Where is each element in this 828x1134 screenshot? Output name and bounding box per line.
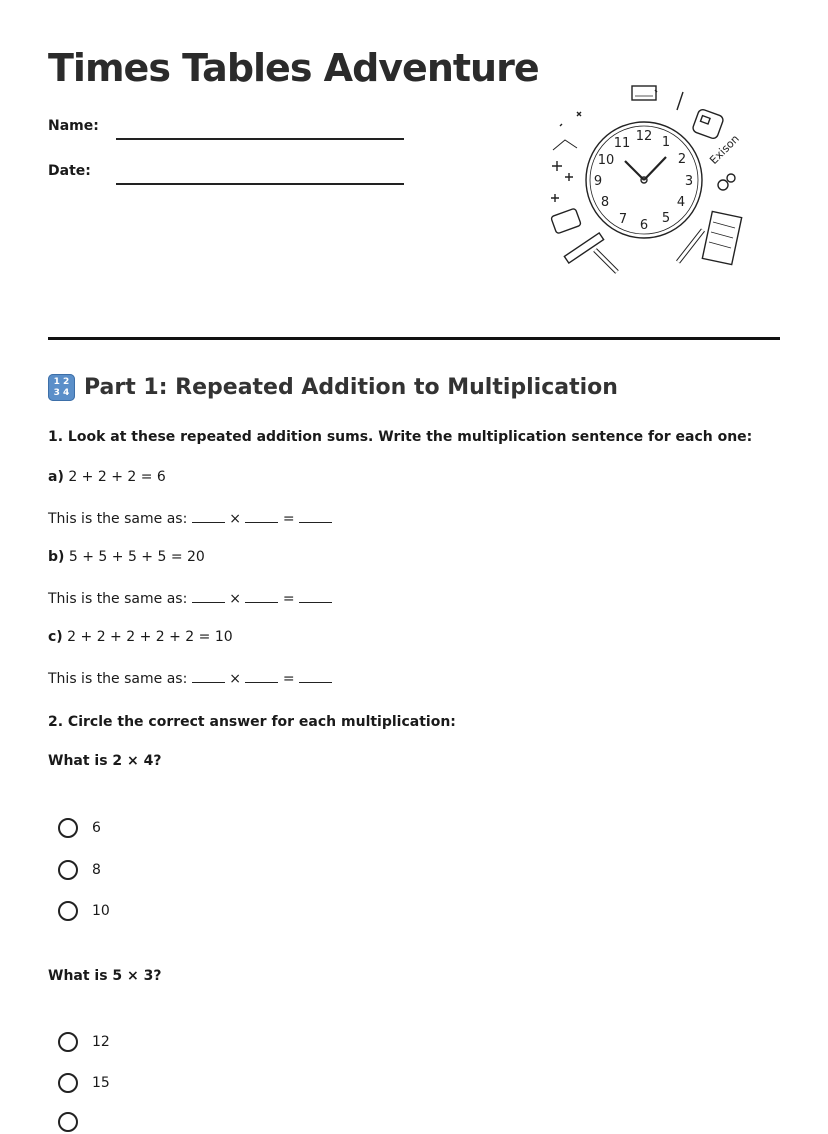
radio-circle-icon[interactable] (58, 1073, 78, 1093)
question-1-prompt: 1. Look at these repeated addition sums. Write the multiplication sentence for each one: (48, 429, 753, 445)
date-line[interactable] (116, 183, 404, 185)
radio-circle-icon[interactable] (58, 860, 78, 880)
blank-input[interactable] (245, 669, 278, 683)
blank-input[interactable] (192, 509, 225, 523)
mc-option[interactable]: 12 (58, 1030, 110, 1054)
mc-question-1: What is 2 × 4? (48, 753, 162, 769)
radio-circle-icon[interactable] (58, 901, 78, 921)
blank-input[interactable] (245, 509, 278, 523)
clock-number: 8 (600, 195, 610, 210)
clock-number: 2 (677, 152, 687, 167)
name-field[interactable] (48, 118, 408, 142)
worksheet-title: Times Tables Adventure (48, 46, 539, 90)
mc-option-partial[interactable] (58, 1110, 92, 1134)
doodle-label: Exison (707, 132, 742, 167)
blank-input[interactable] (245, 589, 278, 603)
clock-number: 11 (613, 136, 631, 151)
blank-input[interactable] (299, 589, 332, 603)
mc-option[interactable]: 10 (58, 899, 110, 923)
clock-number: 12 (635, 129, 653, 144)
name-label: Name: (48, 118, 99, 134)
mc-question-2: What is 5 × 3? (48, 968, 162, 984)
clock-number: 6 (639, 218, 649, 233)
date-field[interactable] (48, 163, 408, 187)
clock-number: 9 (593, 174, 603, 189)
numbers-icon: 1 2 3 4 (48, 374, 75, 401)
part1-heading (48, 374, 618, 401)
mc-option[interactable]: 15 (58, 1071, 110, 1095)
part1-heading-text: Part 1: Repeated Addition to Multiplication (84, 375, 618, 400)
blank-input[interactable] (192, 589, 225, 603)
blank-input[interactable] (299, 509, 332, 523)
mc-option[interactable]: 8 (58, 858, 101, 882)
clock-number: 1 (661, 135, 671, 150)
sum-a: a) 2 + 2 + 2 = 6 (48, 469, 166, 485)
radio-circle-icon[interactable] (58, 818, 78, 838)
blank-input[interactable] (192, 669, 225, 683)
clock-illustration-icon (545, 82, 750, 282)
answer-line-a[interactable]: This is the same as: × = (48, 509, 332, 527)
sum-c: c) 2 + 2 + 2 + 2 + 2 = 10 (48, 629, 233, 645)
clock-number: 7 (618, 212, 628, 227)
name-line[interactable] (116, 138, 404, 140)
answer-line-c[interactable]: This is the same as: × = (48, 669, 332, 687)
radio-circle-icon[interactable] (58, 1112, 78, 1132)
clock-number: 4 (676, 195, 686, 210)
date-label: Date: (48, 163, 91, 179)
clock-number: 5 (661, 211, 671, 226)
clock-number: 3 (684, 174, 694, 189)
clock-number: 10 (597, 153, 615, 168)
question-2-prompt: 2. Circle the correct answer for each multiplication: (48, 714, 456, 730)
blank-input[interactable] (299, 669, 332, 683)
sum-b: b) 5 + 5 + 5 + 5 = 20 (48, 549, 205, 565)
answer-line-b[interactable]: This is the same as: × = (48, 589, 332, 607)
section-divider (48, 337, 780, 340)
mc-option[interactable]: 6 (58, 816, 101, 840)
radio-circle-icon[interactable] (58, 1032, 78, 1052)
